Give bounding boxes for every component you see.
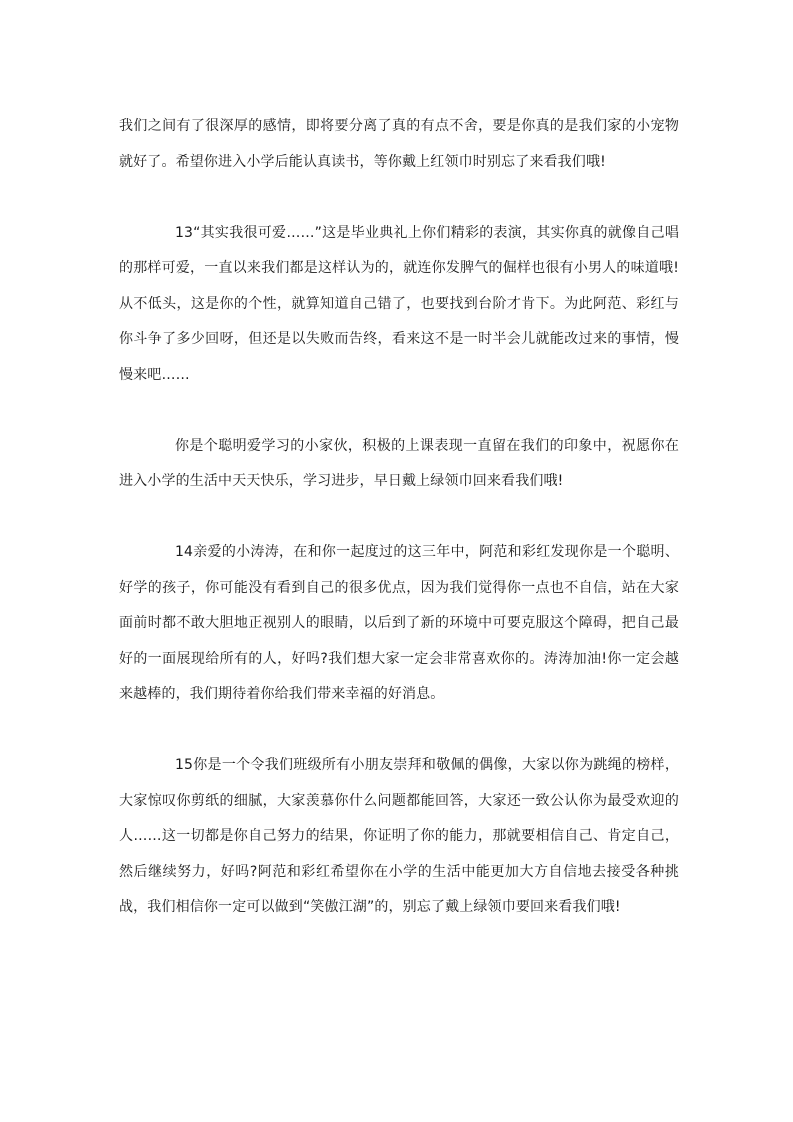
paragraph-gap — [119, 393, 679, 429]
document-body — [119, 109, 679, 926]
paragraph-gap — [119, 713, 679, 749]
paragraph-smart-learner: 你是个聪明爱学习的小家伙，积极的上课表现一直留在我们的印象中，祝愿你在进入小学的生活中天天快乐，学习进步，早日戴上绿领巾回来看我们哦! — [119, 437, 679, 489]
paragraph-farewell-pet: 我们之间有了很深厚的感情，即将要分离了真的有点不舍，要是你真的是我们家的小宠物就好了。希望你进入小学后能认真读书，等你戴上红领巾时别忘了来看我们哦! — [119, 118, 679, 170]
paragraph-gap — [119, 500, 679, 536]
paragraph-13-cute: 13“其实我很可爱……”这是毕业典礼上你们精彩的表演，其实你真的就像自己唱的那样可爱，一直以来我们都是这样认为的，就连你发脾气的倔样也很有小男人的味道哦!从不低头，这是你的个性，就算知道自己错了，也要找到台阶才肯下。为此阿范、彩红与你斗争了多少回呀，但还是以失败而告终，看来这不是一时半会儿就能改过来的事情，慢慢来吧…… — [119, 224, 679, 383]
paragraph-14-taotao: 14亲爱的小涛涛，在和你一起度过的这三年中，阿范和彩红发现你是一个聪明、好学的孩子，你可能没有看到自己的很多优点，因为我们觉得你一点也不自信，站在大家面前时都不敢大胆地正视别人的眼睛，以后到了新的环境中可要克服这个障碍，把自己最好的一面展现给所有的人，好吗?我们想大家一定会非常喜欢你的。涛涛加油!你一定会越来越棒的，我们期待着你给我们带来幸福的好消息。 — [119, 544, 679, 702]
paragraph-15-idol: 15你是一个令我们班级所有小朋友崇拜和敬佩的偶像，大家以你为跳绳的榜样，大家惊叹你剪纸的细腻，大家羡慕你什么问题都能回答，大家还一致公认你为最受欢迎的人……这一切都是你自己努力的结果，你证明了你的能力，那就要相信自己、肯定自己，然后继续努力，好吗?阿范和彩红希望你在小学的生活中能更加大方自信地去接受各种挑战，我们相信你一定可以做到“笑傲江湖”的，别忘了戴上绿领巾要回来看我们哦! — [119, 757, 679, 915]
paragraph-gap — [119, 180, 679, 216]
